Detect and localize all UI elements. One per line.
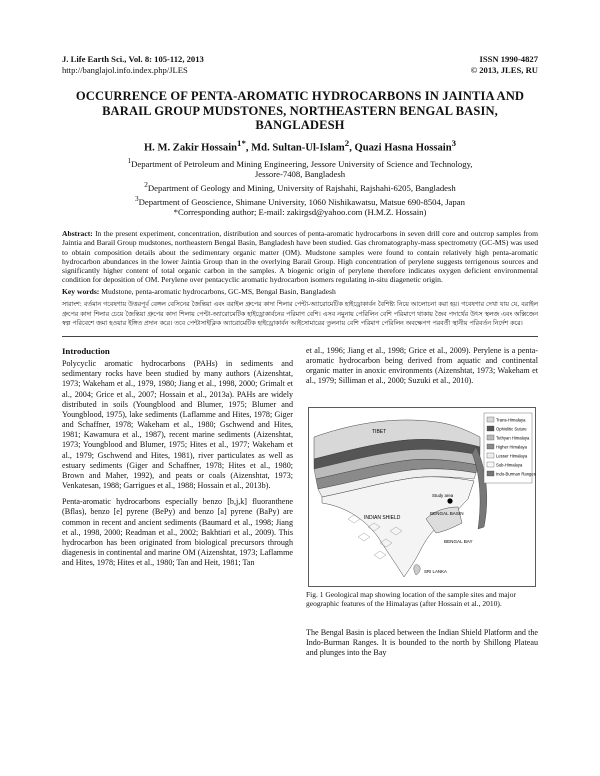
affiliation-1: $^1$Department of Petroleum and Mining Engineering, Jessore University of Science and Technology, Jessore-7408, Bangladesh bbox=[127, 157, 473, 180]
map-label-study-area: Study area bbox=[432, 493, 454, 498]
legend-swatch-higher bbox=[487, 444, 494, 449]
intro-paragraph-1: Polycyclic aromatic hydrocarbons (PAHs) in sediments and sedimentary rocks have been studied by many authors (Aizenshtat, 1973; Wakeham et al., 1979, 1980; Jiang et al., 1998, 2000; Grimalt et al., 2004; Grice et al., 2007; Hossain et al., 2013a). PAHs are widely distributed in soils (Youngblood and Blumer, 1975; Blumer and Youngblood, 1975), lake sediments (Laflamme and Hites, 1978; Giger and Schaffner, 1978; Wakeham et al., 1980; Gschwend and Hites, 1981; Kawamura et al., 1987), recent marine sediments (Aizenshtat, 1973; Youngblood and Blumer, 1975; Hites et al., 1977; Wakeham et al., 1979; Gschwend and Hites, 1981), river particulates as well as estuary sediments (Giger and Schaffner, 1978; Hites et al., 1980; Brown and Maher, 1992), and peats or coals (Aizenshtat, 1973; Venkatesan, 1988; Garrigues et al., 1988; Hossain et al., 2013b). bbox=[62, 359, 293, 491]
paper-title: OCCURRENCE OF PENTA-AROMATIC HYDROCARBONS IN JAINTIA AND BARAIL GROUP MUDSTONES, NORTHEASTERN BENGAL BASIN, BANGLADESH bbox=[75, 89, 525, 132]
intro-heading: Introduction bbox=[62, 346, 110, 356]
left-column bbox=[62, 346, 293, 574]
journal-info bbox=[62, 54, 204, 76]
intro-paragraph-continued: et al., 1996; Jiang et al., 1998; Grice et al., 2009). Perylene is a penta-aromatic hydrocarbon being derived from aquatic and continental organic matter in anoxic environments (Aizenshtat, 1973; Wakeham et al., 1979; Silliman et al., 2000; Suzuki et al., 2010). bbox=[306, 346, 538, 386]
map-legend bbox=[484, 413, 536, 483]
bangla-summary: সারাংশ: বর্তমান গবেষণায় উত্তরপূর্ব বেঙ্গল বেসিনের জৈন্তিয়া এবং বরাইল গ্রুপের কাদা শিলার পেন্টা-অ্যারোমেটিক হাইড্রোকার্বন বৈশিষ্ট্য নিয়ে আলোচনা করা হয়। গবেষণার দেখা যায় যে, বরাইল গ্রুপের কাদা শিলার চেয়ে জৈন্তিয়া গ্রুপের কাদা শিলায় পেন্টা-অ্যারোমেটিক হাইড্রোকার্বনের পরিমাণ বেশি। এসব নমুনায় পেরিলিন বেশি পরিমাণে থাকায় জৈব পদার্থের উৎস স্থলজ এবং অক্সিজেন স্বল্প পরিবেশে জমা হওয়ার ইঙ্গিত প্রদান করে। তবে পেন্টাসাইক্লিক অ্যারোমেটিক হাইড্রোকার্বন আইসোমারের তুলনায় বেশি পরিমাণ পেরিলিন অবক্ষেপণ পরবর্তী স্থানীয় পরিবর্তন নির্দেশ করে। bbox=[62, 301, 538, 328]
keywords-text: Mudstone, penta-aromatic hydrocarbons, GC-MS, Bengal Basin, Bangladesh bbox=[101, 287, 336, 296]
legend-lesser-himalaya: Lesser Himalaya bbox=[496, 453, 528, 459]
legend-swatch-lesser bbox=[487, 453, 494, 458]
geological-map bbox=[308, 407, 536, 587]
right-column-top bbox=[306, 346, 538, 393]
section-divider bbox=[62, 336, 538, 337]
author-list: H. M. Zakir Hossain$^{1*}$, Md. Sultan-Ul-Islam$^2$, Quazi Hasna Hossain$^3$ bbox=[143, 138, 457, 154]
legend-trans-himalaya: Trans-Himalaya bbox=[496, 417, 526, 423]
journal-citation: J. Life Earth Sci., Vol. 8: 105-112, 2013 bbox=[62, 54, 204, 64]
map-label-bengal-basin: BENGAL BASIN bbox=[430, 511, 464, 516]
map-label-tibet: TIBET bbox=[372, 429, 387, 435]
issn: ISSN 1990-4827 bbox=[479, 54, 538, 64]
abstract-text: In the present experiment, concentration, distribution and sources of penta-aromatic hydrocarbons in seven drill core and outcrop samples from Jaintia and Barail Group mudstones, northeastern Bengal Basin, Bangladesh have been studied. Gas chromatography-mass spectrometry (GC-MS) was used to obtain composition details about the sedimentary organic matter (OM). Mudstone samples were found to contain relatively high penta-aromatic hydrocarbon abundances in the lower Jaintia Group than in the overlying Barail Group. High concentration of perylene suggests terrigenous sources and significantly higher content of total organic carbon in the samples. A biogenic origin of perylene therefore indicates oxygen deficient environmental condition for deposition of OM. Perylene over pentacyclic aromatic hydrocarbon isomers regulating in-situ diagenetic origin. bbox=[62, 229, 538, 285]
legend-higher-himalaya: Higher Himalaya bbox=[496, 444, 527, 450]
legend-swatch-indo-burman bbox=[487, 471, 494, 476]
journal-url: http://banglajol.info.index.php/JLES bbox=[62, 65, 188, 75]
map-label-indian-shield: INDIAN SHIELD bbox=[364, 515, 401, 521]
geological-map-figure bbox=[308, 407, 536, 587]
abstract bbox=[62, 229, 538, 285]
legend-indo-burman: Indo-Burman Ranges bbox=[496, 471, 536, 477]
bengal-basin-paragraph: The Bengal Basin is placed between the Indian Shield Platform and the Indo-Burman Ranges. It is bounded to the north by Shillong Plateau and plunges into the Bay bbox=[306, 628, 538, 658]
affiliation-3: $^3$Department of Geoscience, Shimane University, 1060 Nishikawatsu, Matsue 690-8504, Japan bbox=[135, 194, 465, 207]
study-area-marker bbox=[447, 498, 452, 503]
keywords bbox=[62, 287, 538, 296]
affiliations bbox=[62, 156, 538, 218]
map-label-sri-lanka: SRI LANKA bbox=[424, 569, 447, 574]
figure-caption: Fig. 1 Geological map showing location of the sample sites and major geographic features of the Himalayas (after Hossain et al., 2010). bbox=[306, 590, 516, 609]
corresponding-author: *Corresponding author; E-mail: zakirgsd@yahoo.com (H.M.Z. Hossain) bbox=[173, 207, 427, 218]
legend-swatch-ophiolitic bbox=[487, 426, 494, 431]
legend-ophiolitic-suture: Ophiolitic Suture bbox=[496, 426, 527, 432]
intro-paragraph-2: Penta-aromatic hydrocarbons especially benzo [b,j,k] fluoranthene (Bflas), benzo [e] pyrene (BePy) and benzo [a] pyrene (BaPy) are common in recent and ancient sediments (Baumard et al., 1998; Jiang et al., 1998, 2000; Readman et al., 2002; Bakhtiari et al., 2009). This hydrocarbon has been originated from biological precursors through diagenesis in continental and marine OM (Aizenshtat, 1973; Laflamme and Hites, 1978; Hites et al., 1980; Tan and Heit, 1981; Tan bbox=[62, 497, 293, 568]
legend-tethyan-himalaya: Tethyan Himalaya bbox=[496, 435, 530, 441]
copyright: © 2013, JLES, RU bbox=[470, 65, 538, 75]
map-label-bengal-bay: BENGAL BAY bbox=[444, 539, 473, 544]
right-column-bottom bbox=[306, 628, 538, 664]
abstract-label: Abstract: bbox=[62, 229, 93, 238]
legend-swatch-trans-himalaya bbox=[487, 417, 494, 422]
issn-info bbox=[471, 54, 538, 76]
legend-swatch-tethyan bbox=[487, 435, 494, 440]
affiliation-2: $^2$Department of Geology and Mining, University of Rajshahi, Rajshahi-6205, Bangladesh bbox=[144, 181, 456, 193]
keywords-label: Key words: bbox=[62, 287, 100, 296]
legend-swatch-sub bbox=[487, 462, 494, 467]
legend-sub-himalaya: Sub-Himalaya bbox=[496, 462, 523, 468]
